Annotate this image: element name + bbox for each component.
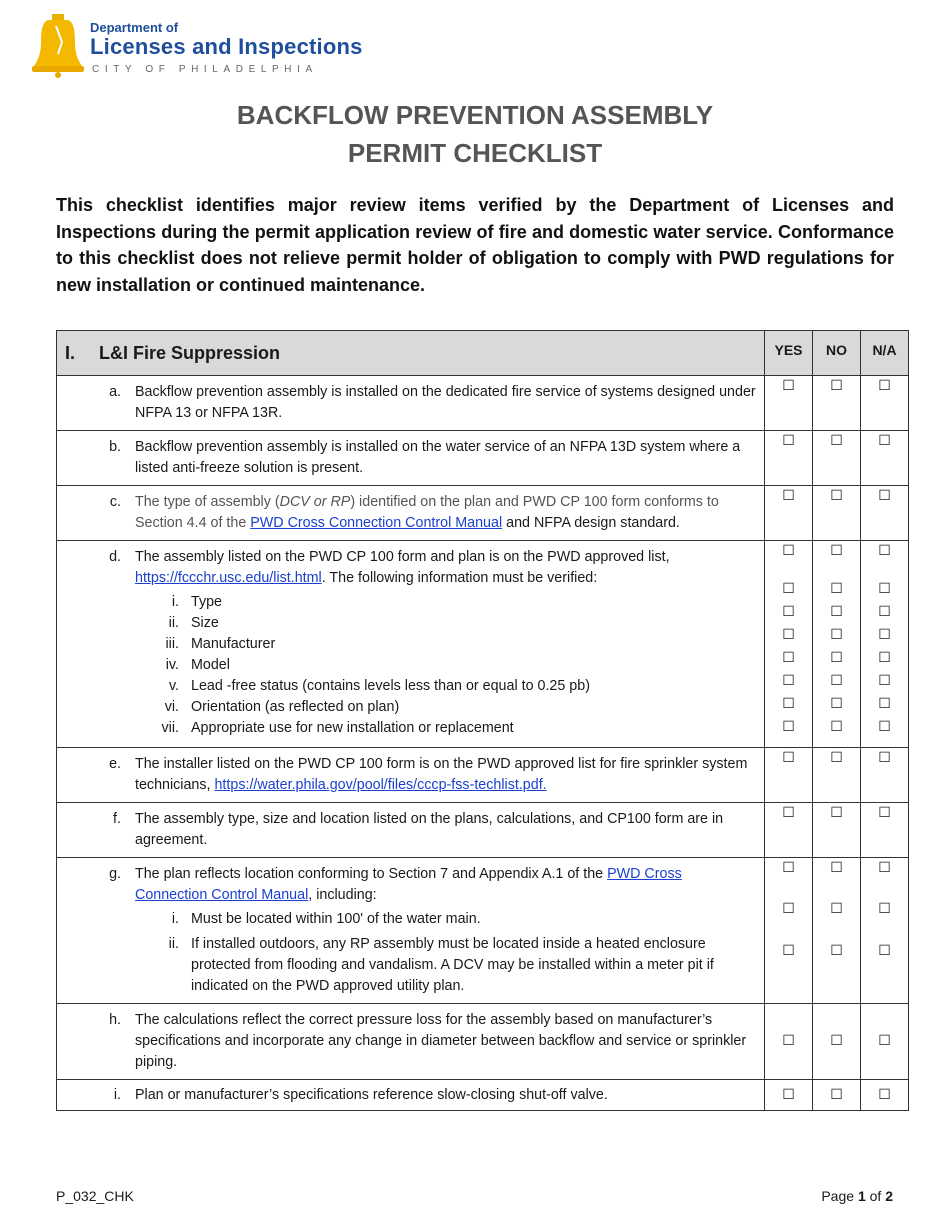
yes-checkbox[interactable]: ☐ bbox=[782, 673, 795, 689]
section-title: L&I Fire Suppression bbox=[99, 342, 281, 363]
table-row bbox=[57, 541, 909, 748]
sub-item: ii. Size bbox=[168, 615, 219, 631]
na-checkbox[interactable]: ☐ bbox=[878, 650, 891, 666]
sub-item: ii. If installed outdoors, any RP assembly must be located inside a heated enclosure protected from flooding and vandalism. A DCV may be installed within a meter pit if indicated on the PWD approved utility plan. bbox=[168, 936, 714, 994]
item-letter: g. bbox=[109, 866, 121, 882]
na-checkbox[interactable]: ☐ bbox=[878, 750, 891, 766]
page-title-line-1: BACKFLOW PREVENTION ASSEMBLY bbox=[236, 100, 714, 130]
no-checkbox[interactable]: ☐ bbox=[830, 581, 843, 597]
item-letter: e. bbox=[109, 756, 121, 772]
table-row bbox=[57, 1004, 909, 1080]
pwd-manual-link[interactable]: PWD Cross Connection Control Manual bbox=[135, 866, 682, 903]
item-text: The type of assembly ( bbox=[135, 494, 280, 510]
na-checkbox[interactable]: ☐ bbox=[878, 604, 891, 620]
checklist-table bbox=[56, 330, 909, 1111]
no-checkbox[interactable]: ☐ bbox=[830, 378, 843, 394]
na-checkbox[interactable]: ☐ bbox=[878, 543, 891, 559]
na-checkbox[interactable]: ☐ bbox=[878, 805, 891, 821]
yes-checkbox[interactable]: ☐ bbox=[782, 378, 795, 394]
page-number: Page 1 of 2 bbox=[821, 1188, 893, 1204]
no-checkbox[interactable]: ☐ bbox=[830, 860, 843, 876]
yes-checkbox[interactable]: ☐ bbox=[782, 604, 795, 620]
item-text: and NFPA design standard. bbox=[502, 515, 680, 531]
sub-item: i. Must be located within 100' of the water main. bbox=[171, 911, 481, 927]
yes-checkbox[interactable]: ☐ bbox=[782, 488, 795, 504]
yes-checkbox[interactable]: ☐ bbox=[782, 943, 795, 959]
item-letter: h. bbox=[109, 1012, 121, 1028]
yes-checkbox[interactable]: ☐ bbox=[782, 805, 795, 821]
na-checkbox[interactable]: ☐ bbox=[878, 488, 891, 504]
na-checkbox[interactable]: ☐ bbox=[878, 696, 891, 712]
form-code: P_032_CHK bbox=[56, 1188, 134, 1204]
sub-item: iv. Model bbox=[165, 657, 230, 673]
na-checkbox[interactable]: ☐ bbox=[878, 901, 891, 917]
na-checkbox[interactable]: ☐ bbox=[878, 943, 891, 959]
yes-checkbox[interactable]: ☐ bbox=[782, 433, 795, 449]
dept-line-1: Department of bbox=[90, 20, 179, 35]
item-text: Backflow prevention assembly is installed on the water service of an NFPA 13D system where a listed anti-freeze solution is present. bbox=[135, 439, 741, 476]
pwd-approved-list-link[interactable]: https://fccchr.usc.edu/list.html bbox=[135, 570, 322, 586]
sub-item: v. Lead -free status (contains levels less than or equal to 0.25 pb) bbox=[168, 678, 590, 694]
item-text: The calculations reflect the correct pressure loss for the assembly based on manufacturer’s specifications and incorporate any change in diameter between backflow and service or sprinkler piping. bbox=[135, 1012, 747, 1070]
no-checkbox[interactable]: ☐ bbox=[830, 543, 843, 559]
yes-checkbox[interactable]: ☐ bbox=[782, 543, 795, 559]
na-checkbox[interactable]: ☐ bbox=[878, 433, 891, 449]
table-row bbox=[57, 1080, 909, 1111]
table-row bbox=[57, 431, 909, 486]
dept-line-2: Licenses and Inspections bbox=[90, 34, 363, 59]
na-checkbox[interactable]: ☐ bbox=[878, 378, 891, 394]
item-text: ) identified on the plan and PWD CP 100 form conforms to Section 4.4 of the bbox=[135, 494, 719, 531]
no-checkbox[interactable]: ☐ bbox=[830, 719, 843, 735]
col-na-header: N/A bbox=[861, 331, 909, 376]
liberty-bell-icon bbox=[32, 12, 84, 78]
item-letter: i. bbox=[113, 1087, 121, 1103]
yes-checkbox[interactable]: ☐ bbox=[782, 627, 795, 643]
yes-checkbox[interactable]: ☐ bbox=[782, 750, 795, 766]
yes-checkbox[interactable]: ☐ bbox=[782, 581, 795, 597]
item-text: Backflow prevention assembly is installed on the dedicated fire service of systems designed under NFPA 13 or NFPA 13R. bbox=[135, 384, 756, 421]
yes-checkbox[interactable]: ☐ bbox=[782, 860, 795, 876]
table-row bbox=[57, 803, 909, 858]
sub-item: vii. Appropriate use for new installation or replacement bbox=[161, 720, 514, 736]
sub-item: i. Type bbox=[171, 594, 222, 610]
na-checkbox[interactable]: ☐ bbox=[878, 627, 891, 643]
item-text: . The following information must be verified: bbox=[321, 570, 598, 586]
sub-item: vi. Orientation (as reflected on plan) bbox=[164, 699, 400, 715]
intro-paragraph: This checklist identifies major review items verified by the Department of Licenses and Inspections during the permit application review of fire and domestic water service. Conformance to this checklist does not relieve permit holder of obligation to comply with PWD regulations for new installation or continued maintenance. bbox=[56, 195, 894, 295]
sub-item: iii. Manufacturer bbox=[165, 636, 276, 652]
no-checkbox[interactable]: ☐ bbox=[830, 1087, 843, 1103]
item-letter: f. bbox=[113, 811, 121, 827]
table-row bbox=[57, 748, 909, 803]
na-checkbox[interactable]: ☐ bbox=[878, 860, 891, 876]
table-row bbox=[57, 858, 909, 1004]
no-checkbox[interactable]: ☐ bbox=[830, 805, 843, 821]
pwd-manual-link[interactable]: PWD Cross Connection Control Manual bbox=[250, 515, 503, 531]
no-checkbox[interactable]: ☐ bbox=[830, 943, 843, 959]
item-text: The installer listed on the PWD CP 100 form is on the PWD approved list for fire sprinkler system technicians, bbox=[135, 756, 748, 793]
na-checkbox[interactable]: ☐ bbox=[878, 719, 891, 735]
na-checkbox[interactable]: ☐ bbox=[878, 673, 891, 689]
department-logo bbox=[32, 12, 362, 82]
no-checkbox[interactable]: ☐ bbox=[830, 650, 843, 666]
yes-checkbox[interactable]: ☐ bbox=[782, 650, 795, 666]
item-text: Plan or manufacturer’s specifications reference slow-closing shut-off valve. bbox=[135, 1087, 608, 1103]
item-text: The assembly type, size and location listed on the plans, calculations, and CP100 form are in agreement. bbox=[135, 811, 724, 848]
item-letter: a. bbox=[109, 384, 121, 400]
item-text-emphasis: DCV or RP bbox=[279, 494, 351, 510]
yes-checkbox[interactable]: ☐ bbox=[782, 1033, 795, 1049]
no-checkbox[interactable]: ☐ bbox=[830, 627, 843, 643]
section-number: I. bbox=[65, 342, 76, 363]
na-checkbox[interactable]: ☐ bbox=[878, 1033, 891, 1049]
dept-line-3: CITY OF PHILADELPHIA bbox=[92, 64, 318, 75]
na-checkbox[interactable]: ☐ bbox=[878, 581, 891, 597]
item-letter: c. bbox=[109, 494, 121, 510]
item-text: The assembly listed on the PWD CP 100 form and plan is on the PWD approved list, bbox=[135, 549, 670, 565]
no-checkbox[interactable]: ☐ bbox=[830, 673, 843, 689]
no-checkbox[interactable]: ☐ bbox=[830, 1033, 843, 1049]
no-checkbox[interactable]: ☐ bbox=[830, 901, 843, 917]
no-checkbox[interactable]: ☐ bbox=[830, 433, 843, 449]
no-checkbox[interactable]: ☐ bbox=[830, 488, 843, 504]
item-text: The plan reflects location conforming to Section 7 and Appendix A.1 of the bbox=[135, 866, 608, 882]
table-row bbox=[57, 376, 909, 431]
techlist-link[interactable]: https://water.phila.gov/pool/files/cccp-fss-techlist.pdf. bbox=[214, 777, 547, 793]
yes-checkbox[interactable]: ☐ bbox=[782, 696, 795, 712]
item-letter: b. bbox=[109, 439, 121, 455]
col-no-header: NO bbox=[813, 331, 861, 376]
item-letter: d. bbox=[109, 549, 121, 565]
na-checkbox[interactable]: ☐ bbox=[878, 1087, 891, 1103]
no-checkbox[interactable]: ☐ bbox=[830, 750, 843, 766]
section-header-row bbox=[57, 331, 909, 376]
no-checkbox[interactable]: ☐ bbox=[830, 604, 843, 620]
col-yes-header: YES bbox=[765, 331, 813, 376]
page-title-line-2: PERMIT CHECKLIST bbox=[347, 138, 603, 168]
yes-checkbox[interactable]: ☐ bbox=[782, 901, 795, 917]
yes-checkbox[interactable]: ☐ bbox=[782, 719, 795, 735]
item-text: , including: bbox=[308, 887, 377, 903]
table-row bbox=[57, 486, 909, 541]
yes-checkbox[interactable]: ☐ bbox=[782, 1087, 795, 1103]
no-checkbox[interactable]: ☐ bbox=[830, 696, 843, 712]
